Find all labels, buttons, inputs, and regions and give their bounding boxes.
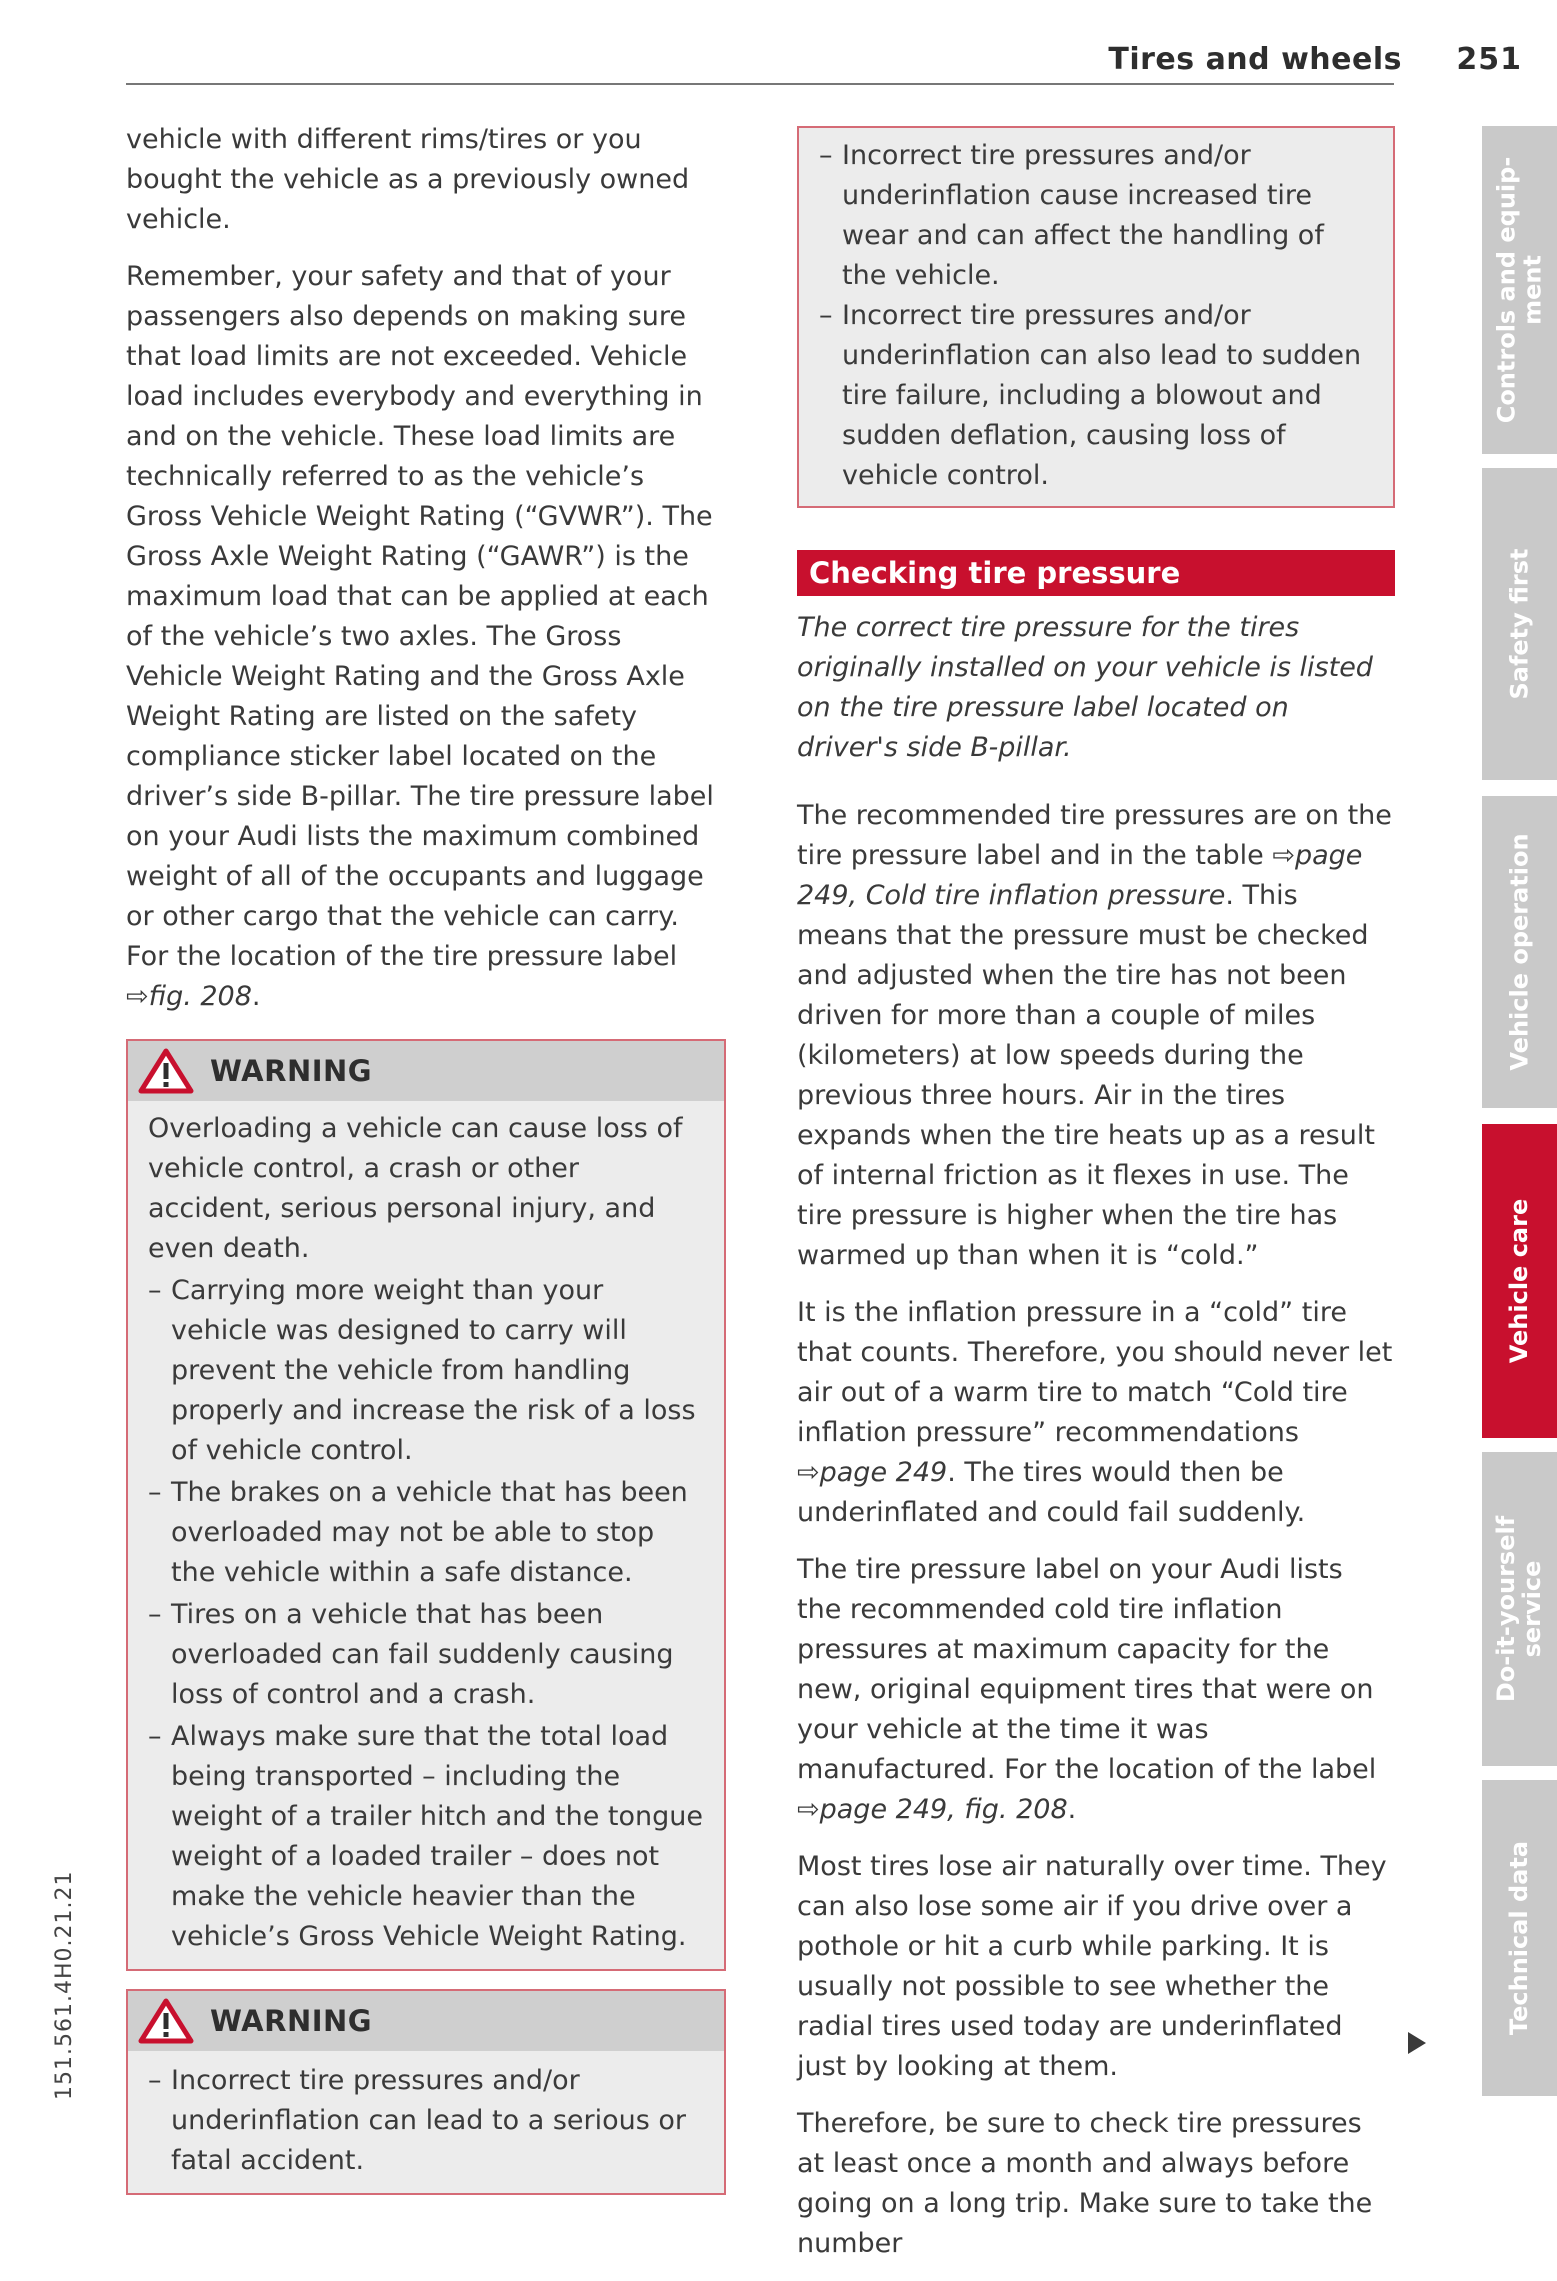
- header-rule: [126, 83, 1394, 85]
- warning-box-continued: [797, 126, 1395, 508]
- left-column: [126, 120, 726, 2213]
- paragraph-text: The tire pressure label on your Audi lists the recommended cold tire inflation pressures at maximum capacity for the new, original equipment tires that were on your vehicle at the time it was manufactured. For the location of the label: [797, 1554, 1377, 1785]
- paragraph-continued: vehicle with different rims/tires or you bought the vehicle as a previously owned vehicle.: [126, 124, 690, 235]
- document-code: 151.561.4H0.21.21: [52, 1870, 77, 2100]
- paragraph-recommended-pressures: [797, 796, 1395, 1276]
- tab-do-it-yourself-service[interactable]: [1482, 1452, 1557, 1766]
- paragraph-check-monthly: Therefore, be sure to check tire pressures at least once a month and always before going on a long trip. Make sure to take the number: [797, 2108, 1373, 2259]
- warning-list: [819, 136, 1373, 496]
- tab-controls-and-equipment[interactable]: [1482, 126, 1557, 454]
- tab-safety-first[interactable]: [1482, 468, 1557, 780]
- tab-vehicle-operation[interactable]: [1482, 796, 1557, 1108]
- warning-item: [148, 1473, 704, 1593]
- warning-item-text: Incorrect tire pressures and/or underinflation cause increased tire wear and can affect the handling of the vehicle.: [842, 140, 1324, 291]
- right-column: [797, 126, 1395, 2281]
- paragraph-load-limits: [126, 257, 726, 1017]
- cross-reference-arrow-icon: ⇨: [126, 981, 149, 1012]
- cross-reference-link[interactable]: page 249, Cold tire inflation pressure: [797, 840, 1363, 911]
- warning-item: [148, 1595, 704, 1715]
- warning-triangle-icon: [138, 1998, 194, 2044]
- warning-list: [148, 1271, 704, 1957]
- warning-body: [128, 2051, 724, 2193]
- paragraph-pressure-label: [797, 1550, 1395, 1830]
- dash-bullet: –: [148, 2065, 162, 2096]
- warning-title: WARNING: [210, 2004, 373, 2038]
- tab-vehicle-care[interactable]: [1482, 1124, 1557, 1438]
- header-title: Tires and wheels: [1108, 42, 1402, 77]
- cross-reference-link[interactable]: fig. 208: [148, 981, 252, 1012]
- warning-item: [819, 136, 1373, 296]
- tab-label: Do-it-yourself service: [1492, 1515, 1547, 1703]
- tab-label: Vehicle care: [1505, 1198, 1534, 1364]
- warning-item: [148, 1271, 704, 1471]
- cross-reference-arrow-icon: ⇨: [797, 1794, 820, 1825]
- warning-item: [148, 1717, 704, 1957]
- warning-box-overloading: [126, 1039, 726, 1971]
- tab-technical-data[interactable]: [1482, 1780, 1557, 2096]
- dash-bullet: –: [148, 1477, 162, 1508]
- paragraph-cold-tire: [797, 1293, 1395, 1533]
- cross-reference-arrow-icon: ⇨: [1272, 840, 1295, 871]
- section-intro: The correct tire pressure for the tires originally installed on your vehicle is listed on the tire pressure label located on driver's side B-pillar.: [797, 612, 1373, 763]
- tab-label: Controls and equip- ment: [1492, 156, 1547, 424]
- warning-header: [128, 1991, 724, 2051]
- continue-arrow-icon: [1408, 2032, 1426, 2054]
- paragraph-text: .: [1067, 1794, 1077, 1825]
- dash-bullet: –: [819, 300, 833, 331]
- dash-bullet: –: [148, 1275, 162, 1306]
- warning-list: [148, 2061, 704, 2181]
- cross-reference-arrow-icon: ⇨: [797, 1457, 820, 1488]
- paragraph-text: . The tires would then be underinflated and could fail suddenly.: [797, 1457, 1306, 1528]
- section-heading: Checking tire pressure: [797, 550, 1395, 596]
- warning-header: [128, 1041, 724, 1101]
- paragraph-text: The recommended tire pressures are on the tire pressure label and in the table: [797, 800, 1392, 871]
- warning-item-text: Tires on a vehicle that has been overloaded can fail suddenly causing loss of control and a crash.: [171, 1599, 674, 1710]
- page-number: 251: [1456, 42, 1522, 77]
- warning-item-text: Incorrect tire pressures and/or underinflation can also lead to sudden tire failure, including a blowout and sudden deflation, causing loss of vehicle control.: [842, 300, 1362, 491]
- paragraph-text: Remember, your safety and that of your passengers also depends on making sure that load limits are not exceeded. Vehicle load includes everybody and everything in and on the vehicle. These load limits are technically referred to as the vehicle’s Gross Vehicle Weight Rating (“GVWR”). The Gross Axle Weight Rating (“GAWR”) is the maximum load that can be applied at each of the vehicle’s two axles. The Gross Vehicle Weight Rating and the Gross Axle Weight Rating are listed on the safety compliance sticker label located on the driver’s side B-pillar. The tire pressure label on your Audi lists the maximum combined weight of all of the occupants and luggage or other cargo that the vehicle can carry. For the location of the tire pressure label: [126, 261, 714, 972]
- warning-item: [148, 2061, 704, 2181]
- cross-reference-link[interactable]: page 249: [819, 1457, 948, 1488]
- warning-body: [128, 1101, 724, 1969]
- page-header: [126, 36, 1522, 86]
- dash-bullet: –: [148, 1599, 162, 1630]
- warning-intro: Overloading a vehicle can cause loss of vehicle control, a crash or other accident, serious personal injury, and even death.: [148, 1113, 683, 1264]
- tab-label: Vehicle operation: [1505, 833, 1534, 1071]
- warning-item-text: Always make sure that the total load being transported – including the weight of a trailer hitch and the tongue weight of a loaded trailer – does not make the vehicle heavier than the vehicle’s Gross Vehicle Weight Rating.: [171, 1721, 703, 1952]
- warning-item-text: The brakes on a vehicle that has been overloaded may not be able to stop the vehicle within a safe distance.: [171, 1477, 688, 1588]
- paragraph-end: .: [251, 981, 261, 1012]
- warning-triangle-icon: [138, 1048, 194, 1094]
- cross-reference-link[interactable]: page 249, fig. 208: [819, 1794, 1068, 1825]
- warning-item: [819, 296, 1373, 496]
- tab-label: Technical data: [1505, 1840, 1534, 2036]
- paragraph-air-loss: Most tires lose air naturally over time. They can also lose some air if you drive over a pothole or hit a curb while parking. It is usually not possible to see whether the radial tires used today are underinflated just by looking at them.: [797, 1851, 1387, 2082]
- paragraph-text: It is the inflation pressure in a “cold” tire that counts. Therefore, you should never let air out of a warm tire to match “Cold tire inflation pressure” recommendations: [797, 1297, 1393, 1448]
- dash-bullet: –: [819, 140, 833, 171]
- warning-title: WARNING: [210, 1054, 373, 1088]
- warning-box-tire-pressure: [126, 1989, 726, 2195]
- warning-item-text: Incorrect tire pressures and/or underinflation can lead to a serious or fatal accident.: [171, 2065, 687, 2176]
- warning-item-text: Carrying more weight than your vehicle was designed to carry will prevent the vehicle from handling properly and increase the risk of a loss of vehicle control.: [171, 1275, 696, 1466]
- dash-bullet: –: [148, 1721, 162, 1752]
- paragraph-text: . This means that the pressure must be checked and adjusted when the tire has not been driven for more than a couple of miles (kilometers) at low speeds during the previous three hours. Air in the tires expands when the tire heats up as a result of internal friction as it flexes in use. The tire pressure is higher when the tire has warmed up than when it is “cold.”: [797, 880, 1375, 1271]
- tab-label: Safety first: [1505, 548, 1534, 700]
